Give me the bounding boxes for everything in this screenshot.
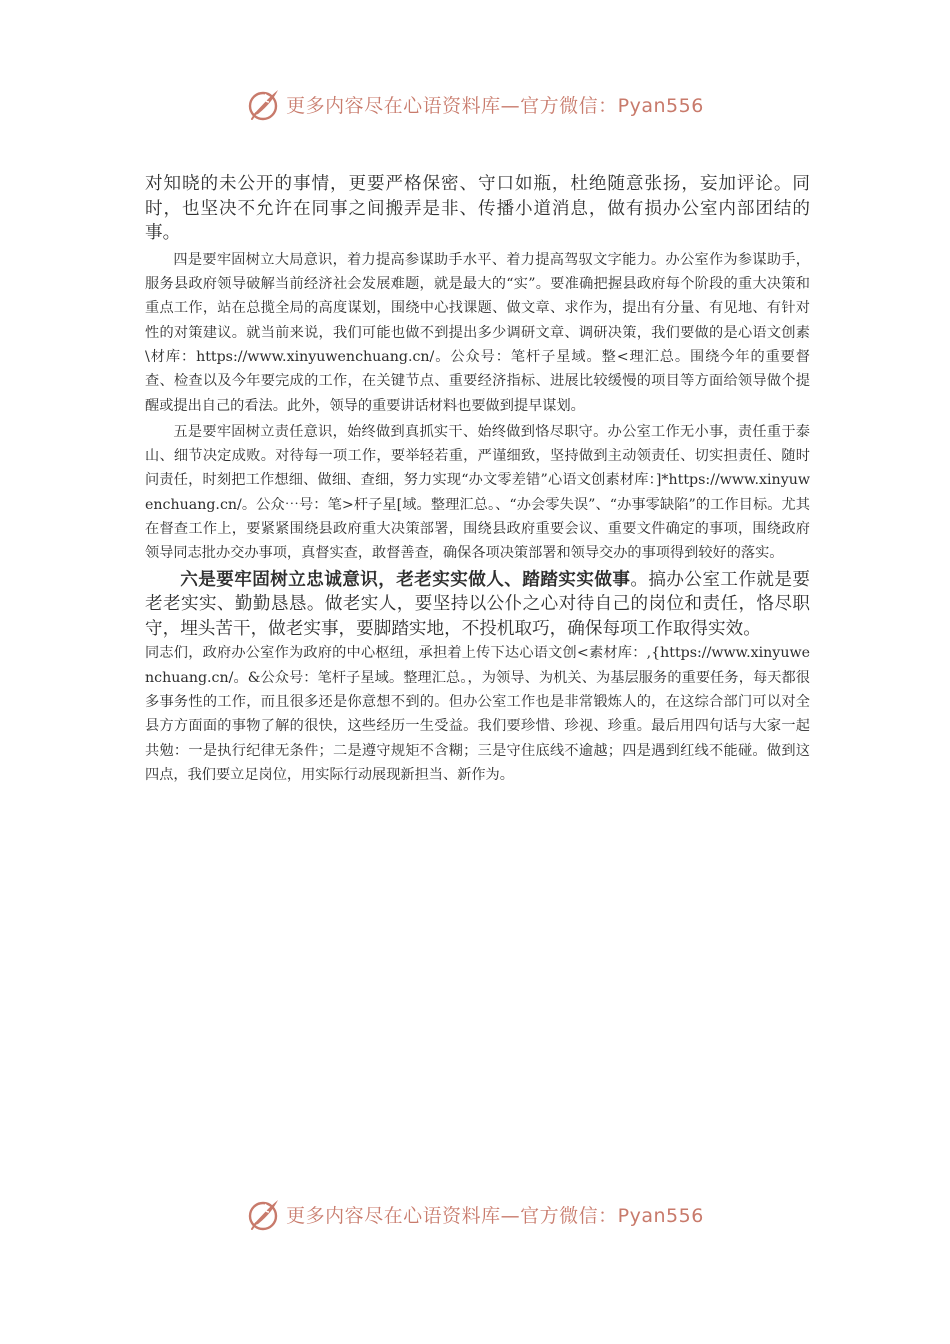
paragraph-loyalty-body: 。搞办公室工作就是要老老实实、勤勤恳恳。做老实人，要坚持以公仆之心对待自己的岗位和责任，恪尽职守，埋头苦干，做老实事，要脚踏实地，不投机取巧，确保每项工作取得实效。 [145,569,810,639]
paragraph-responsibility: 五是要牢固树立责任意识，始终做到真抓实干、始终做到恪尽职守。办公室工作无小事，责任重于泰山、细节决定成败。对待每一项工作，要举轻若重，严谨细致，坚持做到主动领责任、切实担责任、随时问责任，时刻把工作想细、做细、查细，努力实现“办文零差错”心语文创素材库：]*https://www.xinyuwenchuang.cn/。公众⋯号：笔>杆子星[域。整理汇总。、“办会零失误”、“办事零缺陷”的工作目标。尤其在督查工作上，要紧紧围绕县政府重大决策部署，围绕县政府重要会议、重要文件确定的事项，围绕政府领导同志批办交办事项，真督实查，敢督善查，确保各项决策部署和领导交办的事项得到较好的落实。 [145,423,810,562]
paragraph-loyalty [145,568,810,642]
banner-text: 更多内容尽在心语资料库—官方微信：Pyan556 [286,1204,704,1227]
header-banner [0,84,950,124]
quill-pen-logo-icon [246,86,282,122]
quill-pen-logo-icon [246,1196,282,1232]
paragraph-closing: 同志们，政府办公室作为政府的中心枢纽，承担着上传下达心语文创<素材库：,{https://www.xinyuwenchuang.cn/。&公众号：笔杆子星域。整理汇总。，为领导、为机关、为基层服务的重要任务，每天都很多事务性的工作，而且很多还是你意想不到的。但办公室工作也是非常锻炼人的，在这综合部门可以对全县方方面面的事物了解的很快，这些经历一生受益。我们要珍惜、珍视、珍重。最后用四句话与大家一起共勉：一是执行纪律无条件；二是遵守规矩不含糊；三是守住底线不逾越；四是遇到红线不能碰。做到这四点，我们要立足岗位，用实际行动展现新担当、新作为。 [145,645,810,783]
paragraph-confidentiality: 对知晓的未公开的事情，更要严格保密、守口如瓶，杜绝随意张扬，妄加评论。同时，也坚决不允许在同事之间搬弄是非、传播小道消息，做有损办公室内部团结的事。 [145,174,810,244]
footer-banner [0,1194,950,1234]
document-body [145,172,810,787]
banner-text: 更多内容尽在心语资料库—官方微信：Pyan556 [286,94,704,117]
paragraph-overall-awareness: 四是要牢固树立大局意识，着力提高参谋助手水平、着力提高驾驭文字能力。办公室作为参谋助手，服务县政府领导破解当前经济社会发展难题，就是最大的“实”。要准确把握县政府每个阶段的重大决策和重点工作，站在总揽全局的高度谋划，围绕中心找课题、做文章、求作为，提出有分量、有见地、有针对性的对策建议。就当前来说，我们可能也做不到提出多少调研文章、调研决策，我们要做的是心语文创素\材库：https://www.xinyuwenchuang.cn/。公众号：笔杆子星域。整<理汇总。围绕今年的重要督查、检查以及今年要完成的工作，在关键节点、重要经济指标、进展比较缓慢的项目等方面给领导做个提醒或提出自己的看法。此外，领导的重要讲话材料也要做到提早谋划。 [145,251,810,414]
paragraph-loyalty-heading: 六是要牢固树立忠诚意识，老老实实做人、踏踏实实做事 [180,568,631,590]
